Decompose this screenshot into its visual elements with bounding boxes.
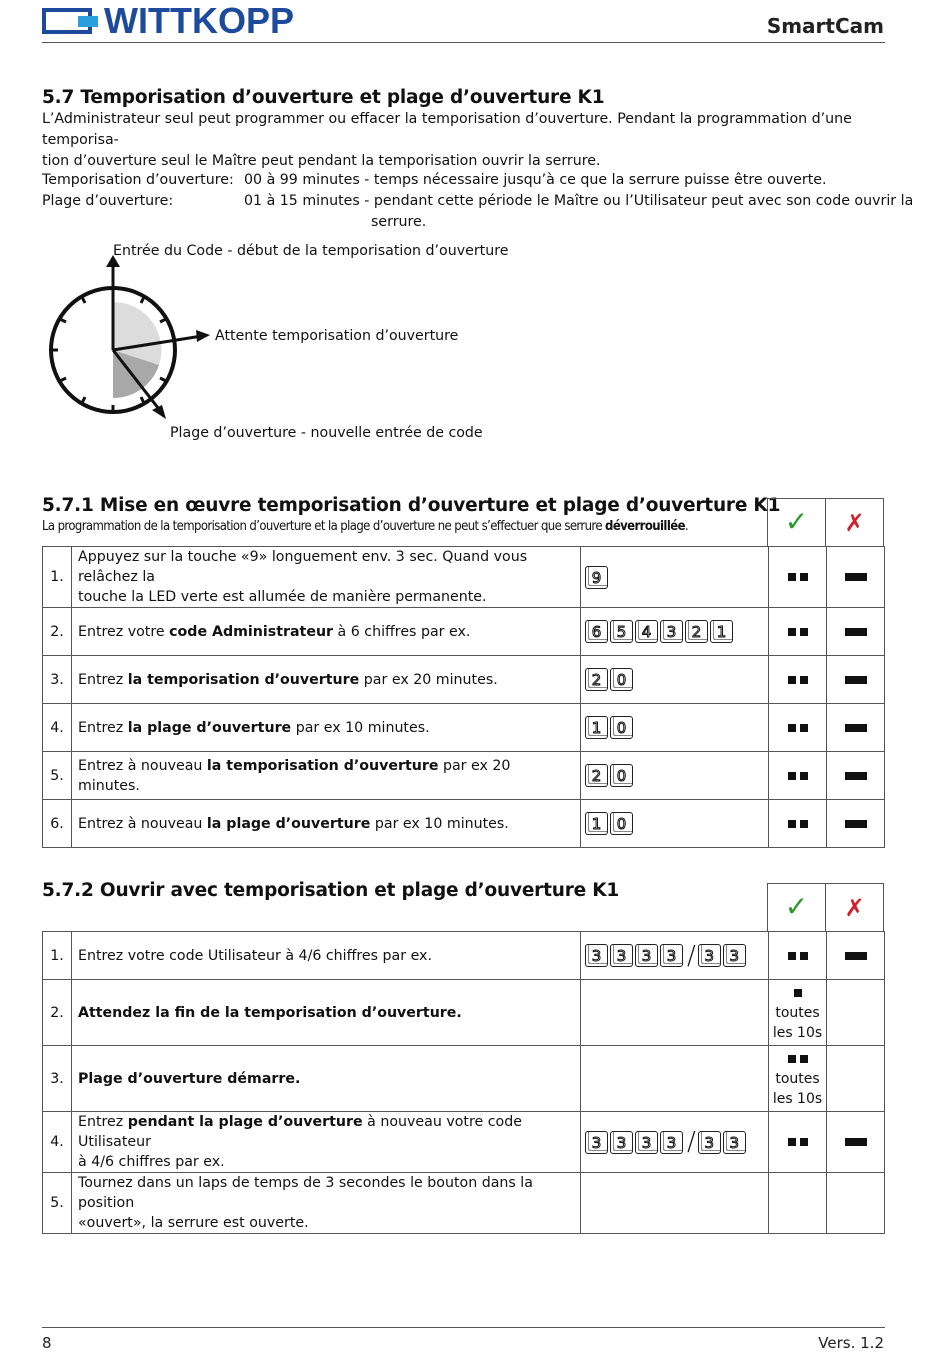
intro-line: tion d’ouverture seul le Maître peut pendant la temporisation ouvrir la serrure. — [42, 153, 601, 169]
led-interval: les 10s — [772, 1024, 823, 1041]
step-number: 2. — [43, 608, 72, 656]
brand-name: WITTKOPP — [104, 0, 294, 41]
diagram-label-opening-window: Plage d’ouverture - nouvelle entrée de code — [170, 425, 483, 441]
step-text: Entrez à nouveau la plage d’ouverture par ex 10 minutes. — [72, 800, 581, 848]
success-header-cell — [768, 499, 826, 547]
keypad-key-icon: 3 — [698, 944, 721, 967]
keypad-key-icon: 3 — [635, 944, 658, 967]
keypad-key-icon: 9 — [585, 566, 608, 589]
table-row — [43, 932, 885, 980]
page-number: 8 — [42, 1334, 52, 1352]
document-version: Vers. 1.2 — [818, 1334, 884, 1352]
led-error — [827, 932, 885, 980]
led-success — [769, 656, 827, 704]
step-number: 4. — [43, 1112, 72, 1173]
keypad-key-icon: 1 — [585, 716, 608, 739]
table-row — [43, 1046, 885, 1112]
step-text: Entrez à nouveau la temporisation d’ouverture par ex 20 minutes. — [72, 752, 581, 800]
diagram-label-waiting: Attente temporisation d’ouverture — [215, 328, 459, 344]
keypad-key-icon: 1 — [585, 812, 608, 835]
step-text: Entrez votre code Utilisateur à 4/6 chiffres par ex. — [72, 932, 581, 980]
led-success — [769, 608, 827, 656]
led-error — [827, 752, 885, 800]
step-text — [72, 1173, 581, 1234]
product-name: SmartCam — [766, 14, 884, 38]
double-blink-icon — [786, 946, 810, 966]
step-line: touche la LED verte est allumée de manière permanente. — [78, 589, 487, 605]
step-number: 3. — [43, 656, 72, 704]
step-text: Plage d’ouverture démarre. — [72, 1046, 581, 1112]
keypad-key-icon: 0 — [610, 716, 633, 739]
or-separator: / — [687, 940, 696, 971]
keypad-key-icon: 3 — [723, 944, 746, 967]
note-text: . — [684, 519, 689, 534]
status-header — [767, 883, 884, 932]
subsection-title: 5.7.1 Mise en œuvre temporisation d’ouverture et plage d’ouverture K1 — [42, 495, 781, 516]
brand-logo — [42, 0, 294, 41]
led-success — [769, 1112, 827, 1173]
keypad-sequence — [581, 608, 769, 656]
table-row — [43, 800, 885, 848]
keypad-key-icon: 3 — [660, 1131, 683, 1154]
step-number: 4. — [43, 704, 72, 752]
step-number: 5. — [43, 752, 72, 800]
status-header — [767, 498, 884, 547]
definition-term: Temporisation d’ouverture: — [42, 172, 234, 188]
table-row — [43, 704, 885, 752]
led-success — [769, 800, 827, 848]
led-error — [827, 656, 885, 704]
error-header-cell — [826, 499, 884, 547]
keypad-sequence — [581, 1173, 769, 1234]
keypad-sequence — [581, 1046, 769, 1112]
keypad-key-icon: 3 — [610, 1131, 633, 1154]
keypad-key-icon: 3 — [660, 944, 683, 967]
keypad-sequence — [581, 1112, 769, 1173]
step-number: 5. — [43, 1173, 72, 1234]
led-success — [769, 932, 827, 980]
step-line: «ouvert», la serrure est ouverte. — [78, 1215, 309, 1231]
keypad-key-icon: 3 — [585, 1131, 608, 1154]
table-row — [43, 608, 885, 656]
led-error — [827, 800, 885, 848]
subsection-note — [42, 519, 688, 534]
keypad-sequence — [581, 932, 769, 980]
success-header-cell — [768, 884, 826, 932]
keypad-sequence — [581, 800, 769, 848]
double-blink-icon — [786, 718, 810, 738]
keypad-key-icon: 3 — [610, 944, 633, 967]
led-error — [827, 547, 885, 608]
section-intro — [42, 109, 892, 172]
checkmark-icon: ✓ — [784, 890, 809, 923]
timer-clock-diagram — [40, 255, 240, 430]
diagram-label-code-entry: Entrée du Code - début de la temporisation d’ouverture — [113, 243, 509, 259]
led-error — [827, 704, 885, 752]
double-blink-icon — [786, 622, 810, 642]
keypad-sequence — [581, 980, 769, 1046]
long-tone-icon — [845, 1138, 867, 1146]
keypad-key-icon: 0 — [610, 764, 633, 787]
table-row — [43, 547, 885, 608]
table-row — [43, 1112, 885, 1173]
cross-icon: ✗ — [844, 893, 865, 922]
led-interval: toutes — [775, 1070, 820, 1087]
keypad-key-icon: 3 — [723, 1131, 746, 1154]
keypad-key-icon: 3 — [635, 1131, 658, 1154]
long-tone-icon — [845, 628, 867, 636]
keypad-key-icon: 0 — [610, 668, 633, 691]
or-separator: / — [687, 1127, 696, 1157]
step-text: Entrez votre code Administrateur à 6 chiffres par ex. — [72, 608, 581, 656]
led-error — [827, 980, 885, 1046]
double-blink-icon — [786, 1049, 810, 1069]
keypad-key-icon: 2 — [685, 620, 708, 643]
step-text: Attendez la fin de la temporisation d’ouverture. — [72, 980, 581, 1046]
definition-desc: 00 à 99 minutes - temps nécessaire jusqu’à ce que la serrure puisse être ouverte. — [244, 172, 827, 188]
long-tone-icon — [845, 820, 867, 828]
checkmark-icon: ✓ — [784, 505, 809, 538]
table-row — [43, 980, 885, 1046]
step-number: 6. — [43, 800, 72, 848]
subsection-title: 5.7.2 Ouvrir avec temporisation et plage d’ouverture K1 — [42, 880, 620, 901]
keypad-key-icon: 2 — [585, 764, 608, 787]
led-error — [827, 1173, 885, 1234]
table-row — [43, 752, 885, 800]
double-blink-icon — [786, 766, 810, 786]
keypad-sequence — [581, 547, 769, 608]
led-success — [769, 1046, 827, 1112]
error-header-cell — [826, 884, 884, 932]
led-success — [769, 704, 827, 752]
keypad-key-icon: 3 — [585, 944, 608, 967]
definition-term: Plage d’ouverture: — [42, 193, 174, 209]
led-error — [827, 1046, 885, 1112]
definition-desc-cont: serrure. — [371, 214, 427, 230]
single-blink-icon — [769, 983, 826, 1003]
intro-line: L’Administrateur seul peut programmer ou effacer la temporisation d’ouverture. Pendant la programmation d’une temporisa- — [42, 111, 852, 148]
led-interval: toutes — [775, 1004, 820, 1021]
keypad-key-icon: 1 — [710, 620, 733, 643]
step-text: Entrez la plage d’ouverture par ex 10 minutes. — [72, 704, 581, 752]
header-rule — [42, 42, 885, 43]
table-row — [43, 1173, 885, 1234]
footer-rule — [42, 1327, 885, 1328]
long-tone-icon — [845, 724, 867, 732]
long-tone-icon — [845, 952, 867, 960]
keypad-key-icon: 5 — [610, 620, 633, 643]
double-blink-icon — [786, 1132, 810, 1152]
long-tone-icon — [845, 573, 867, 581]
note-text: La programmation de la temporisation d’ouverture et la plage d’ouverture ne peut s’effectuer que serrure — [42, 519, 606, 534]
led-success — [769, 1173, 827, 1234]
table-row — [43, 656, 885, 704]
step-number: 1. — [43, 547, 72, 608]
cross-icon: ✗ — [844, 508, 865, 537]
keypad-key-icon: 2 — [585, 668, 608, 691]
logo-mark-icon — [42, 6, 102, 36]
step-number: 3. — [43, 1046, 72, 1112]
step-line: Appuyez sur la touche «9» longuement env. 3 sec. Quand vous relâchez la — [78, 549, 528, 585]
steps-table-programming — [42, 546, 885, 848]
section-title: 5.7 Temporisation d’ouverture et plage d’ouverture K1 — [42, 87, 605, 108]
definition-desc: 01 à 15 minutes - pendant cette période le Maître ou l’Utilisateur peut avec son code ouvrir la — [244, 193, 914, 209]
step-number: 2. — [43, 980, 72, 1046]
keypad-sequence — [581, 704, 769, 752]
led-interval: les 10s — [772, 1090, 823, 1107]
double-blink-icon — [786, 670, 810, 690]
long-tone-icon — [845, 676, 867, 684]
keypad-key-icon: 6 — [585, 620, 608, 643]
step-text: Entrez la temporisation d’ouverture par ex 20 minutes. — [72, 656, 581, 704]
step-line: à 4/6 chiffres par ex. — [78, 1154, 225, 1170]
keypad-key-icon: 4 — [635, 620, 658, 643]
step-text — [72, 547, 581, 608]
steps-table-opening — [42, 931, 885, 1234]
led-error — [827, 608, 885, 656]
keypad-key-icon: 3 — [698, 1131, 721, 1154]
double-blink-icon — [786, 814, 810, 834]
keypad-sequence — [581, 656, 769, 704]
note-emphasis: déverrouillée — [605, 519, 685, 534]
led-success — [769, 752, 827, 800]
led-success — [769, 980, 827, 1046]
keypad-key-icon: 3 — [660, 620, 683, 643]
step-text: Entrez pendant la plage d’ouverture à nouveau votre code Utilisateur à 4/6 chiffres par ex. — [72, 1112, 581, 1173]
led-success — [769, 547, 827, 608]
long-tone-icon — [845, 772, 867, 780]
keypad-sequence — [581, 752, 769, 800]
keypad-key-icon: 0 — [610, 812, 633, 835]
led-error — [827, 1112, 885, 1173]
step-number: 1. — [43, 932, 72, 980]
step-line: Tournez dans un laps de temps de 3 secondes le bouton dans la position — [78, 1175, 533, 1211]
double-blink-icon — [786, 567, 810, 587]
